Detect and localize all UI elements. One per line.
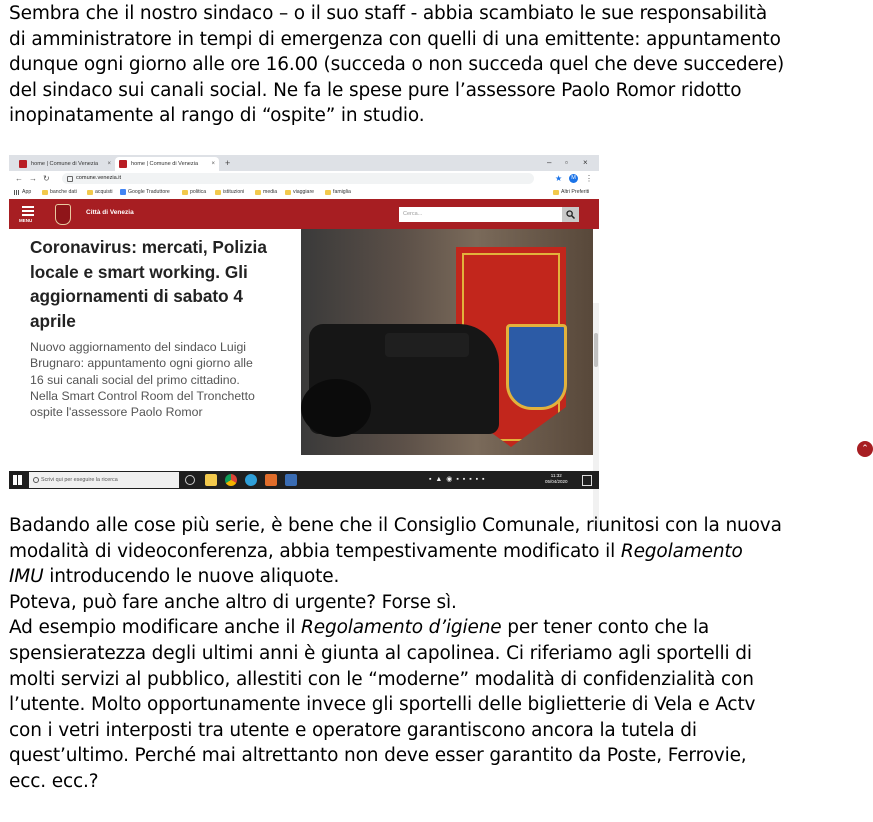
site-name[interactable]: Città di Venezia [86,209,134,216]
address-row [9,171,599,186]
edge-icon[interactable] [245,474,257,486]
other-bookmarks[interactable]: Altri Preferiti [553,186,589,199]
bookmark-folder[interactable]: famiglia [325,186,351,199]
url-text: comune.venezia.it [76,175,122,181]
menu-label[interactable]: MENU [19,218,33,223]
browser-tab-bar [9,155,599,171]
forward-icon[interactable]: → [29,174,37,183]
bookmark-folder[interactable]: istituzioni [215,186,244,199]
bookmark-folder[interactable]: media [255,186,277,199]
text-line: l’utente. Molto opportunamente invece gli sportelli delle biglietterie di Vela e Actv [9,694,756,716]
venice-crest-logo[interactable] [55,204,71,225]
italic-title: Regolamento [620,540,743,562]
embedded-screenshot [9,155,869,489]
scroll-top-button[interactable]: ⌃ [857,441,873,457]
menu-kebab-icon[interactable]: ⋮ [585,174,593,183]
italic-title: Regolamento d’igiene [301,617,502,639]
search-icon [33,477,39,483]
browser-tab[interactable] [15,157,115,171]
news-headline[interactable]: Coronavirus: mercati, Polizia locale e smart working. Gli aggiornamenti di sabato 4 aprile [30,237,267,331]
bookmark-folder[interactable]: acquisti [87,186,113,199]
minimize-icon[interactable]: – [547,158,552,167]
main-paragraph [9,513,782,795]
system-tray[interactable]: ▪ ▲ ◉ ▪ ▪ ▪ ▪ ▪ [429,476,486,483]
text-line: del sindaco sui canali social. Ne fa le spese pure l’assessore Paolo Romor ridotto [9,79,742,101]
bookmark-folder[interactable]: politica [182,186,206,199]
favicon-icon [119,160,127,168]
apps-grid-icon [14,190,19,195]
text-line: inopinatamente al rango di “ospite” in studio. [9,105,425,127]
close-tab-icon[interactable]: × [211,161,215,167]
text-line: Ad esempio modificare anche il Regolamento d’igiene per tener conto che la [9,617,710,639]
close-tab-icon[interactable]: × [107,161,111,167]
new-tab-button[interactable]: + [225,158,231,168]
text-line: modalità di videoconferenza, abbia tempestivamente modificato il Regolamento [9,540,743,562]
text-line: ecc. ecc.? [9,770,99,792]
bookmark-star-icon[interactable]: ★ [555,174,563,183]
camera-lens [301,379,371,437]
tab-title: home | Comune di Venezia [131,161,199,167]
news-hero [9,229,869,455]
folder-icon [255,190,261,195]
browser-tab-active[interactable] [115,157,219,171]
tab-title: home | Comune di Venezia [31,161,99,167]
text-line: di amministratore in tempi di emergenza con quelli di una emittente: appuntamento [9,28,781,50]
windows-taskbar [9,471,599,489]
maximize-icon[interactable]: ▫ [565,158,568,167]
scrollbar[interactable] [593,303,599,529]
text-line: Sembra che il nostro sindaco – o il suo staff - abbia scambiato le sue responsabilità [9,3,768,24]
address-bar[interactable] [62,173,534,184]
windows-start-icon[interactable] [13,475,23,485]
notifications-icon[interactable] [582,475,592,486]
chrome-icon[interactable] [225,474,237,486]
folder-icon [325,190,331,195]
news-summary: Nuovo aggiornamento del sindaco Luigi Brugnaro: appuntamento ogni giorno alle 16 sui canali social del primo cittadino. Nella Smart Control Room del Tronchetto ospite l'assessore Paolo Romor [30,340,255,420]
bookmarks-bar [9,186,599,200]
intro-paragraph [9,1,784,129]
taskbar-search[interactable]: Scrivi qui per eseguire la ricerca [29,472,179,488]
folder-icon [285,190,291,195]
text-line: Badando alle cose più serie, è bene che il Consiglio Comunale, riunitosi con la nuova [9,515,782,536]
search-button[interactable] [562,207,579,222]
site-search-input[interactable]: Cerca... [399,207,562,222]
site-header [9,199,599,229]
text-line: dunque ogni giorno alle ore 16.00 (succeda o non succeda quel che deve succedere) [9,54,785,76]
folder-icon [553,190,559,195]
italic-title: IMU [9,566,44,588]
file-explorer-icon[interactable] [205,474,217,486]
favicon-icon [19,160,27,168]
profile-avatar[interactable]: M [569,174,578,183]
folder-icon [87,190,93,195]
lion-shield [506,324,567,410]
bookmark-folder[interactable]: viaggiare [285,186,314,199]
outlook-icon[interactable] [265,474,277,486]
google-translate-icon [120,189,126,195]
text-line: IMU introducendo le nuove aliquote. [9,566,340,588]
text-line: spensieratezza degli ultimi anni è giunta al capolinea. Ci riferiamo agli sportelli di [9,642,752,664]
folder-icon [182,190,188,195]
folder-icon [215,190,221,195]
camera-grip [385,333,469,357]
taskbar-clock[interactable]: 11:32 05/04/2020 [545,473,568,484]
lock-icon [67,176,73,182]
news-photo[interactable] [301,229,869,455]
search-icon [566,210,575,219]
text-line: con i vetri interposti tra utente e operatore garantiscono ancora la tutela di [9,719,697,741]
bookmark-link[interactable]: Google Traduttore [120,186,170,199]
task-view-icon[interactable] [185,475,195,485]
close-window-icon[interactable]: × [583,158,588,167]
text-line: quest’ultimo. Perché mai altrettanto non deve esser garantito da Poste, Ferrovie, [9,745,747,767]
folder-icon [42,190,48,195]
bookmark-apps[interactable]: App [14,186,31,199]
text-line: Poteva, può fare anche altro di urgente? Forse sì. [9,591,457,613]
text-line: molti servizi al pubblico, allestiti con le “moderne” modalità di confidenzialità con [9,668,754,690]
back-icon[interactable]: ← [15,174,23,183]
hamburger-menu-icon[interactable] [22,206,34,216]
reload-icon[interactable]: ↻ [43,174,50,183]
bookmark-folder[interactable]: banche dati [42,186,77,199]
app-icon[interactable] [285,474,297,486]
